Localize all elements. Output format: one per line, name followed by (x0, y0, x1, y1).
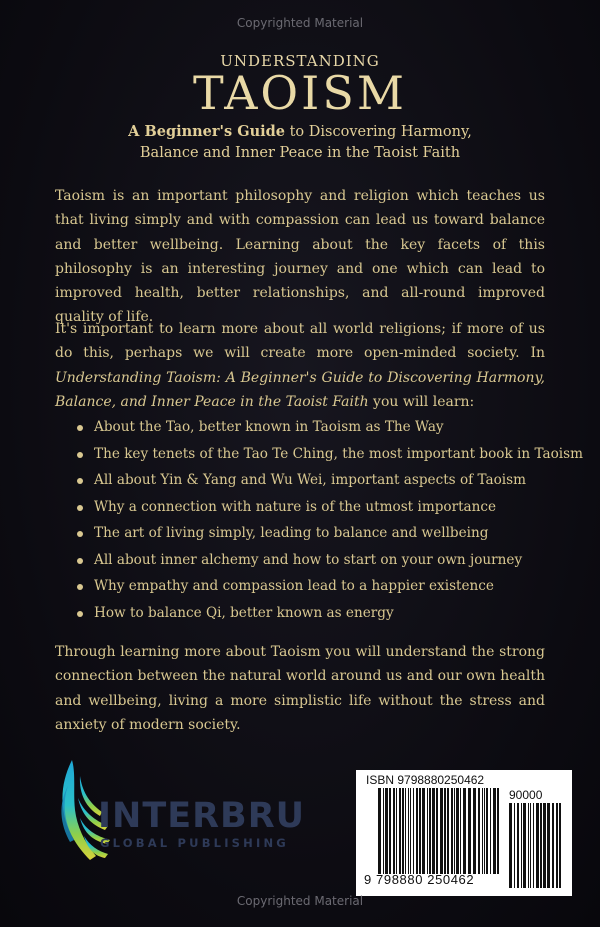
paragraph-learn-book-title: Understanding Taoism: A Beginner's Guide to Discovering Harmony, Balance, and Inner Peace in the Taoist Faith (55, 369, 545, 410)
subtitle-line1-rest: to Discovering Harmony, (285, 124, 472, 140)
barcode-bar (521, 803, 522, 888)
barcode-bar (552, 803, 554, 888)
isbn-label: ISBN 9798880250462 (366, 773, 485, 787)
barcode-bar (456, 788, 459, 874)
publisher-name: INTERBRU (98, 796, 306, 836)
barcode-bar (419, 788, 421, 874)
barcode-bar (402, 788, 404, 874)
bullet-item: All about inner alchemy and how to start on your own journey (77, 547, 547, 574)
barcode-bar (447, 788, 449, 874)
barcode-bar (410, 788, 411, 874)
barcode-bar (378, 788, 381, 874)
barcode-bar (486, 788, 488, 874)
barcode-bar (473, 788, 476, 874)
barcode-bar (493, 788, 496, 874)
barcode-bar (393, 788, 395, 874)
barcode-bar (436, 788, 438, 874)
barcode-bar (523, 803, 526, 888)
bullet-item: All about Yin & Yang and Wu Wei, important aspects of Taoism (77, 467, 547, 494)
barcode-bar (517, 803, 519, 888)
barcode-bar (444, 788, 446, 874)
barcode-bar (440, 788, 443, 874)
bullet-item: The art of living simply, leading to balance and wellbeing (77, 520, 547, 547)
barcode-bar (416, 788, 418, 874)
barcode-bar (482, 788, 483, 874)
barcode-bar (451, 788, 453, 874)
barcode-bar (463, 788, 466, 874)
watermark-top: Copyrighted Material (236, 16, 364, 30)
bullet-item: About the Tao, better known in Taoism as The Way (77, 414, 547, 441)
bullet-item: Why a connection with nature is of the utmost importance (77, 494, 547, 521)
barcode-bar (536, 803, 539, 888)
bullet-list (77, 414, 583, 626)
bullet-item: How to balance Qi, better known as energy (77, 600, 547, 627)
subtitle-bold: A Beginner's Guide (128, 123, 285, 140)
barcode-bar (383, 788, 384, 874)
barcode-bar (385, 788, 388, 874)
barcode-bar (533, 803, 534, 888)
barcode-bar (396, 788, 397, 874)
isbn-barcode (356, 770, 572, 896)
barcode-bar (490, 788, 491, 874)
barcode-bar (484, 788, 485, 874)
barcode-bar (432, 788, 435, 874)
barcode-bar (389, 788, 391, 874)
paragraph-intro: Taoism is an important philosophy and religion which teaches us that living simply and with compassion can lead us toward balance and better wellbeing. Learning about the key facets of this philosophy is an interesting journey and one which can lead to improved health, better relationships, and all-round improved quality of life. (55, 188, 545, 326)
paragraph-closing: Through learning more about Taoism you will understand the strong connection between the natural world around us and our own health and wellbeing, living a more simplistic life without the stress and anxiety of modern society. (55, 644, 545, 733)
barcode-bar (497, 788, 499, 874)
publisher-tagline: GLOBAL PUBLISHING (100, 836, 289, 850)
barcode-bar (422, 788, 425, 874)
barcode-bar (408, 788, 409, 874)
paragraph-learn (55, 317, 545, 414)
title-kicker: UNDERSTANDING (220, 52, 380, 70)
barcode-bar (528, 803, 529, 888)
barcode-bar (547, 803, 550, 888)
price-code: 90000 (509, 788, 543, 802)
barcode-bar (530, 803, 531, 888)
barcode-bar (454, 788, 455, 874)
watermark-bottom: Copyrighted Material (236, 894, 364, 908)
barcode-bar (478, 788, 480, 874)
barcode-bar (399, 788, 401, 874)
barcode-bar (429, 788, 431, 874)
barcode-bar (460, 788, 461, 874)
book-subtitle (80, 121, 520, 164)
barcode-bar (540, 803, 542, 888)
bullet-item: Why empathy and compassion lead to a happier existence (77, 573, 547, 600)
barcode-bar (559, 803, 561, 888)
barcode-bars (378, 788, 502, 874)
bullet-item: The key tenets of the Tao Te Ching, the most important book in Taoism (77, 441, 547, 468)
barcode-bar (543, 803, 546, 888)
paragraph-learn-end: you will learn: (368, 393, 475, 410)
book-title: TAOISM (193, 66, 407, 120)
barcode-addon-bars (509, 803, 565, 888)
barcode-bar (514, 803, 515, 888)
barcode-bar (509, 803, 512, 888)
barcode-bar (556, 803, 558, 888)
paragraph-learn-start: It's important to learn more about all world religions; if more of us do this, perhaps we will create more open-minded society. In (55, 321, 545, 362)
isbn-digits: 9 798880 250462 (364, 872, 475, 887)
barcode-bar (427, 788, 428, 874)
barcode-bar (468, 788, 471, 874)
barcode-bar (413, 788, 414, 874)
subtitle-line2: Balance and Inner Peace in the Taoist Faith (139, 145, 461, 161)
barcode-bar (405, 788, 406, 874)
